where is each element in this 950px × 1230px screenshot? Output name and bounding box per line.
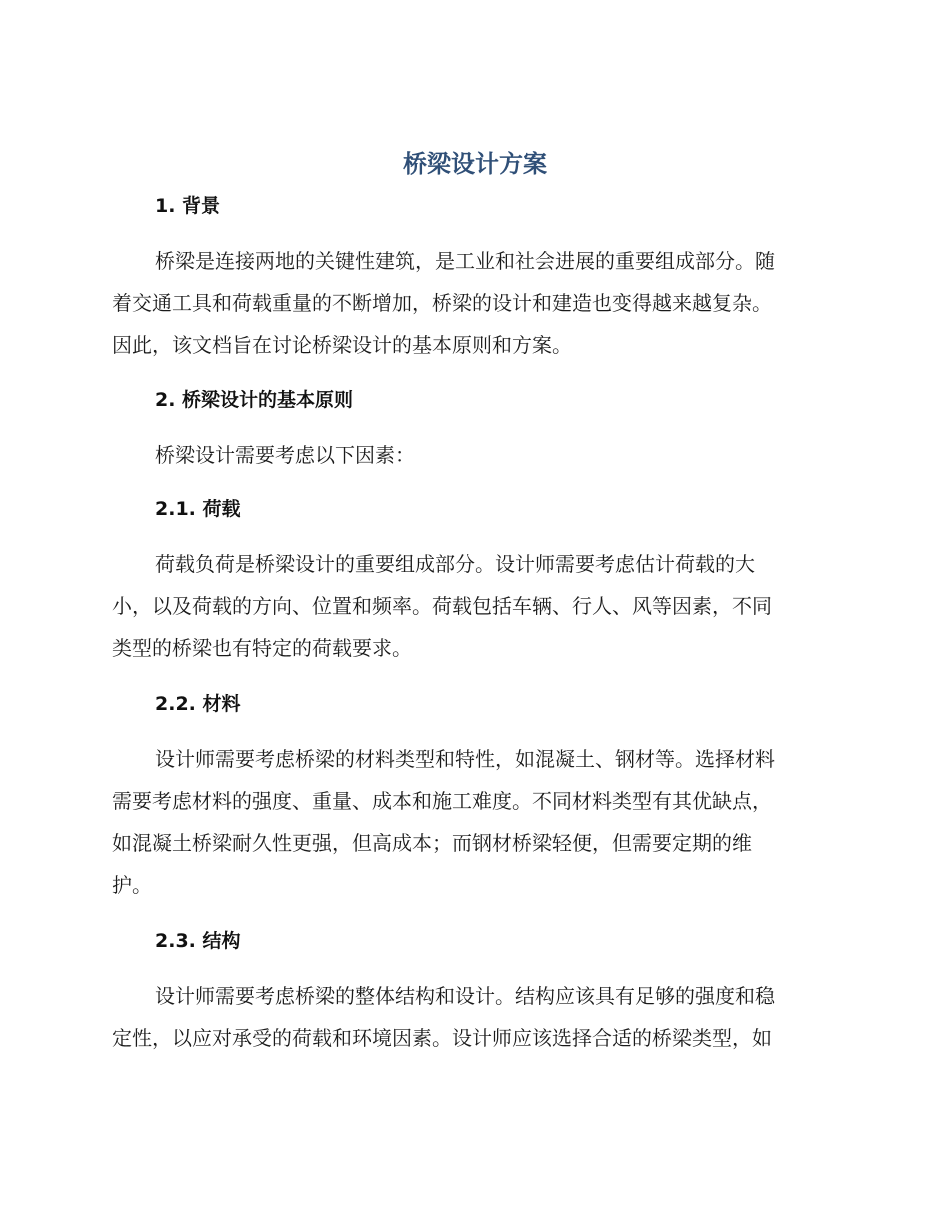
section-paragraph-principles xyxy=(112,434,830,476)
section-heading-material: 2.2. 材料 xyxy=(155,693,241,715)
paragraph-line: 小，以及荷载的方向、位置和频率。荷载包括车辆、行人、风等因素，不同 xyxy=(112,594,772,618)
paragraph-line: 设计师需要考虑桥梁的材料类型和特性，如混凝土、钢材等。选择材料 xyxy=(155,747,775,771)
paragraph-line: 需要考虑材料的强度、重量、成本和施工难度。不同材料类型有其优缺点， xyxy=(112,789,772,813)
section-heading-load: 2.1. 荷载 xyxy=(155,498,241,520)
paragraph-line: 设计师需要考虑桥梁的整体结构和设计。结构应该具有足够的强度和稳 xyxy=(155,984,775,1008)
paragraph-line: 定性，以应对承受的荷载和环境因素。设计师应该选择合适的桥梁类型，如 xyxy=(112,1026,772,1050)
section-heading-structure: 2.3. 结构 xyxy=(155,930,241,952)
paragraph-line: 如混凝土桥梁耐久性更强，但高成本；而钢材桥梁轻便，但需要定期的维 xyxy=(112,831,752,855)
paragraph-line: 类型的桥梁也有特定的荷载要求。 xyxy=(112,636,412,660)
section-paragraph-load xyxy=(112,543,830,669)
section-paragraph-background xyxy=(112,240,830,366)
paragraph-line: 着交通工具和荷载重量的不断增加，桥梁的设计和建造也变得越来越复杂。 xyxy=(112,291,772,315)
paragraph-line: 桥梁是连接两地的关键性建筑，是工业和社会进展的重要组成部分。随 xyxy=(155,249,775,273)
section-paragraph-material xyxy=(112,738,830,906)
paragraph-line: 因此，该文档旨在讨论桥梁设计的基本原则和方案。 xyxy=(112,333,572,357)
paragraph-line: 荷载负荷是桥梁设计的重要组成部分。设计师需要考虑估计荷载的大 xyxy=(155,552,755,576)
paragraph-line: 护。 xyxy=(112,873,152,897)
section-heading-principles: 2. 桥梁设计的基本原则 xyxy=(155,389,354,411)
section-paragraph-structure xyxy=(112,975,830,1059)
section-heading-background: 1. 背景 xyxy=(155,195,221,217)
document-title: 桥梁设计方案 xyxy=(403,150,547,178)
paragraph-line: 桥梁设计需要考虑以下因素： xyxy=(155,443,415,467)
